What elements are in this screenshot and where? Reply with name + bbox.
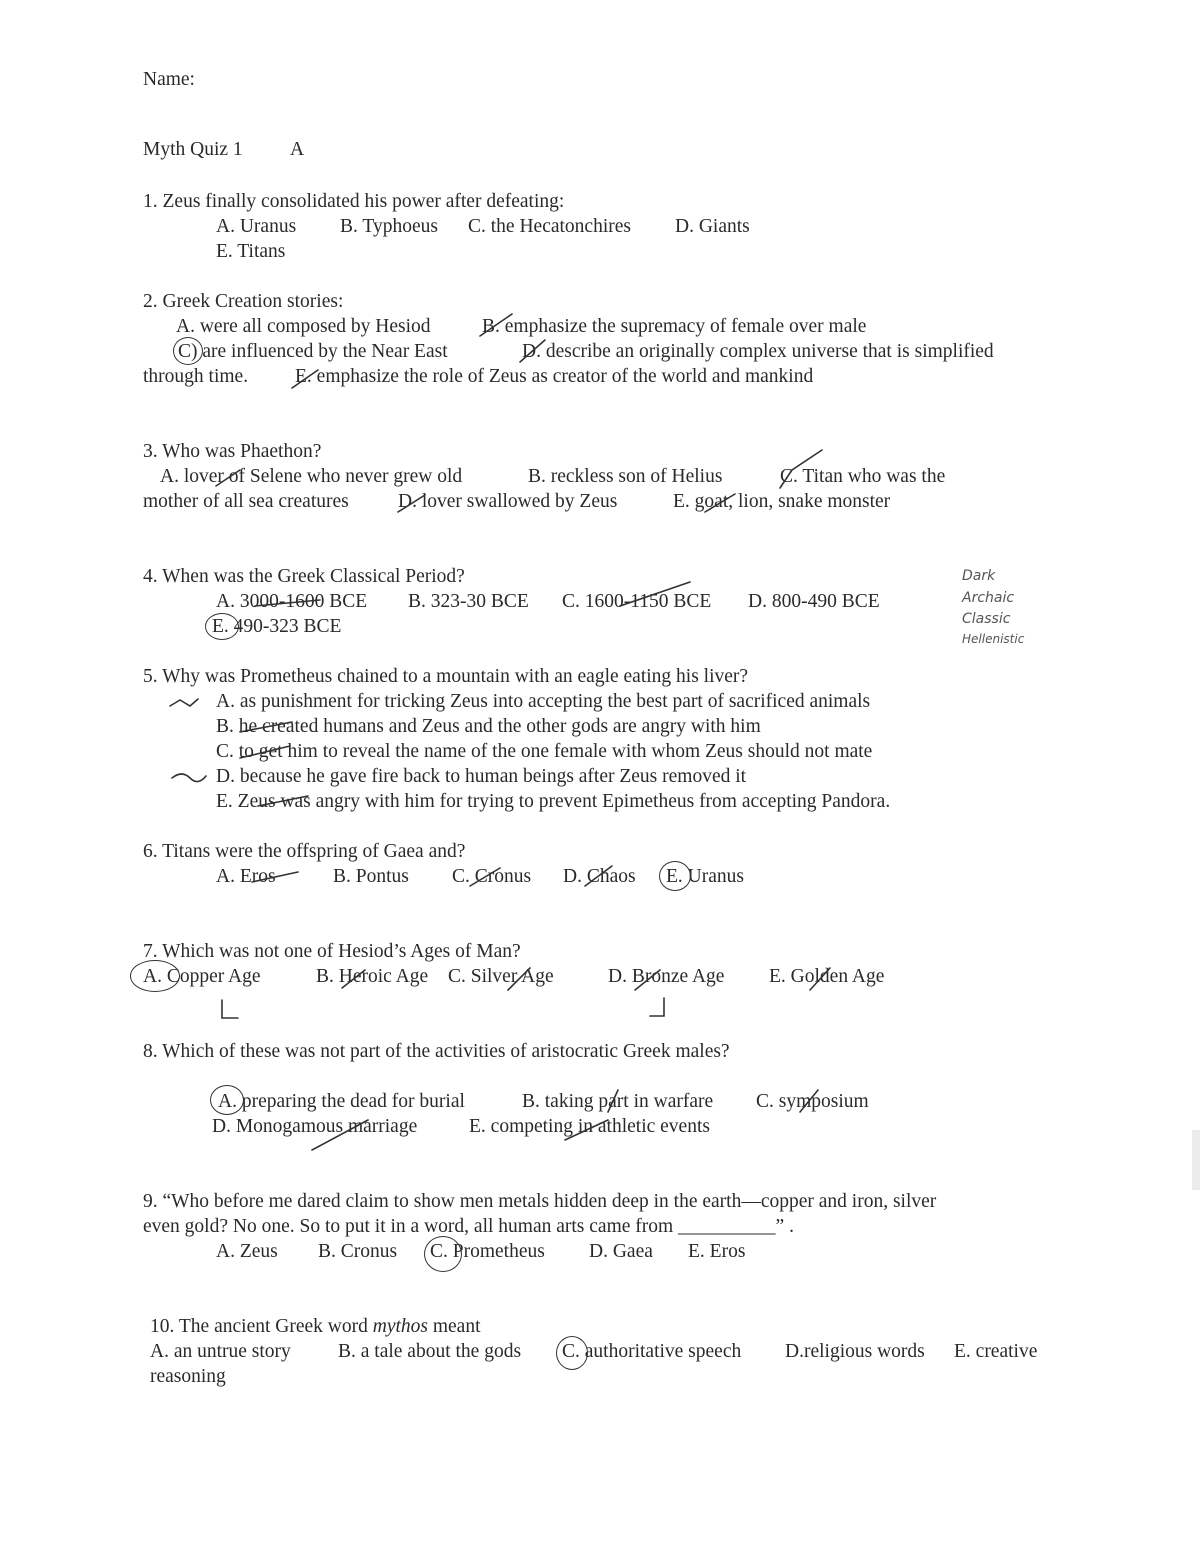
q6-d-strike xyxy=(585,866,612,886)
q9-option-e: E. Eros xyxy=(688,1241,746,1262)
q9-option-a: A. Zeus xyxy=(216,1241,278,1262)
margin-note-hellenistic: Hellenistic xyxy=(962,632,1025,646)
q10-option-a: A. an untrue story xyxy=(150,1341,291,1362)
question-2: 2. Greek Creation stories: xyxy=(143,291,344,312)
q6-a-strike xyxy=(252,872,298,882)
q7-c-strike xyxy=(508,968,530,990)
q7-d-strike xyxy=(635,970,660,990)
q10-option-b: B. a tale about the gods xyxy=(338,1341,522,1362)
q8-option-c: C. symposium xyxy=(756,1091,869,1112)
q3-d-strike xyxy=(398,495,425,512)
q6-option-a: A. Eros xyxy=(216,866,276,887)
margin-note-dark: Dark xyxy=(962,568,996,584)
q2-d-strike xyxy=(520,340,545,362)
q7-bracket-right xyxy=(650,998,664,1016)
q5-option-c: C. to get him to reveal the name of the one female with whom Zeus should not mate xyxy=(216,741,873,762)
question-5: 5. Why was Prometheus chained to a mountain with an eagle eating his liver? xyxy=(143,666,749,687)
q9-option-c: C. Prometheus xyxy=(430,1241,545,1262)
q2-option-e: E. emphasize the role of Zeus as creator of the world and mankind xyxy=(295,366,814,387)
q7-option-e: E. Golden Age xyxy=(769,966,885,987)
q5-e-strike xyxy=(258,796,308,806)
q2-option-b: B. emphasize the supremacy of female over male xyxy=(482,316,867,337)
q10-option-d: D.religious words xyxy=(785,1341,925,1362)
name-label: Name: xyxy=(143,69,195,90)
q8-option-e: E. competing in athletic events xyxy=(469,1116,710,1137)
q5-option-d: D. because he gave fire back to human beings after Zeus removed it xyxy=(216,766,747,787)
q7-option-a: A. Copper Age xyxy=(143,966,261,987)
q8-d-strike xyxy=(312,1120,368,1150)
q7-e-strike xyxy=(810,968,830,990)
q9-option-d: D. Gaea xyxy=(589,1241,653,1262)
question-7: 7. Which was not one of Hesiod’s Ages of Man? xyxy=(143,941,521,962)
q6-c-strike xyxy=(470,868,500,886)
q7-bracket-left xyxy=(222,1000,238,1018)
q3-option-a: A. lover of Selene who never grew old xyxy=(160,466,463,487)
q3-continuation: mother of all sea creatures xyxy=(143,491,349,512)
q5-d-tick xyxy=(172,774,206,782)
q4-option-e: E. 490-323 BCE xyxy=(212,616,342,637)
q1-option-b: B. Typhoeus xyxy=(340,216,438,237)
q4-a-strike xyxy=(255,600,320,606)
q8-e-strike xyxy=(565,1120,608,1140)
q10-question-post: meant xyxy=(427,1316,481,1337)
q10-option-e: E. creative xyxy=(954,1341,1038,1362)
question-3: 3. Who was Phaethon? xyxy=(143,441,322,462)
margin-note-classic: Classic xyxy=(962,611,1011,627)
q2-e-strike xyxy=(292,370,318,388)
q6-option-c: C. Cronus xyxy=(452,866,532,887)
q2-continuation: through time. xyxy=(143,366,249,387)
margin-note-archaic: Archaic xyxy=(962,590,1015,606)
q4-option-a: A. 3000-1600 BCE xyxy=(216,591,368,612)
q2-option-d: D. describe an originally complex universe that is simplified xyxy=(522,341,994,362)
q8-c-strike xyxy=(800,1090,818,1112)
question-4: 4. When was the Greek Classical Period? xyxy=(143,566,465,587)
q4-option-b: B. 323-30 BCE xyxy=(408,591,529,612)
question-8: 8. Which of these was not part of the activities of aristocratic Greek males? xyxy=(143,1041,730,1062)
q2-b-strike xyxy=(480,314,512,336)
q3-e-strike xyxy=(705,494,735,512)
q3-a-strike xyxy=(216,470,240,486)
q4-c-strike xyxy=(620,582,690,606)
q4-option-d: D. 800-490 BCE xyxy=(748,591,880,612)
q1-option-a: A. Uranus xyxy=(216,216,297,237)
q8-option-a: A. preparing the dead for burial xyxy=(218,1091,465,1112)
q6-option-e: E. Uranus xyxy=(666,866,744,887)
q7-option-d: D. Bronze Age xyxy=(608,966,725,987)
q1-option-d: D. Giants xyxy=(675,216,750,237)
q3-option-b: B. reckless son of Helius xyxy=(528,466,723,487)
q10-continuation: reasoning xyxy=(150,1366,226,1387)
q3-option-e: E. goat, lion, snake monster xyxy=(673,491,891,512)
question-6: 6. Titans were the offspring of Gaea and? xyxy=(143,841,466,862)
q3-option-c: C. Titan who was the xyxy=(780,466,946,487)
q8-option-b: B. taking part in warfare xyxy=(522,1091,714,1112)
quiz-title: Myth Quiz 1 xyxy=(143,139,243,160)
q6-option-d: D. Chaos xyxy=(563,866,636,887)
q9-continuation: even gold? No one. So to put it in a word, all human arts came from __________” . xyxy=(143,1216,794,1237)
q10-option-c: C. authoritative speech xyxy=(562,1341,742,1362)
q5-option-e: E. Zeus was angry with him for trying to prevent Epimetheus from accepting Pandora. xyxy=(216,791,891,812)
q5-b-strike xyxy=(240,722,292,732)
q1-option-c: C. the Hecatonchires xyxy=(468,216,631,237)
question-9: 9. “Who before me dared claim to show men metals hidden deep in the earth—copper and iron, silver xyxy=(143,1191,937,1212)
q3-option-d: D. lover swallowed by Zeus xyxy=(398,491,618,512)
q5-a-tick xyxy=(170,699,198,706)
q3-c-check xyxy=(780,450,822,488)
question-1: 1. Zeus finally consolidated his power after defeating: xyxy=(143,191,565,212)
q10-question-term: mythos xyxy=(372,1316,428,1337)
q2-option-a: A. were all composed by Hesiod xyxy=(176,316,431,337)
q2-option-c: C) are influenced by the Near East xyxy=(178,341,448,362)
q5-option-a: A. as punishment for tricking Zeus into accepting the best part of sacrificed animals xyxy=(216,691,871,712)
q8-b-strike xyxy=(608,1090,618,1112)
q6-option-b: B. Pontus xyxy=(333,866,409,887)
quiz-version: A xyxy=(290,139,305,160)
q5-option-b: B. he created humans and Zeus and the other gods are angry with him xyxy=(216,716,761,737)
q7-b-strike xyxy=(342,970,365,988)
q7-option-b: B. Heroic Age xyxy=(316,966,429,987)
q1-option-e: E. Titans xyxy=(216,241,286,262)
q7-option-c: C. Silver Age xyxy=(448,966,554,987)
q4-option-c: C. 1600-1150 BCE xyxy=(562,591,712,612)
q9-option-b: B. Cronus xyxy=(318,1241,398,1262)
q10-question-pre: 10. The ancient Greek word xyxy=(150,1316,373,1337)
q8-option-d: D. Monogamous marriage xyxy=(212,1116,418,1137)
q5-c-strike xyxy=(240,746,290,758)
